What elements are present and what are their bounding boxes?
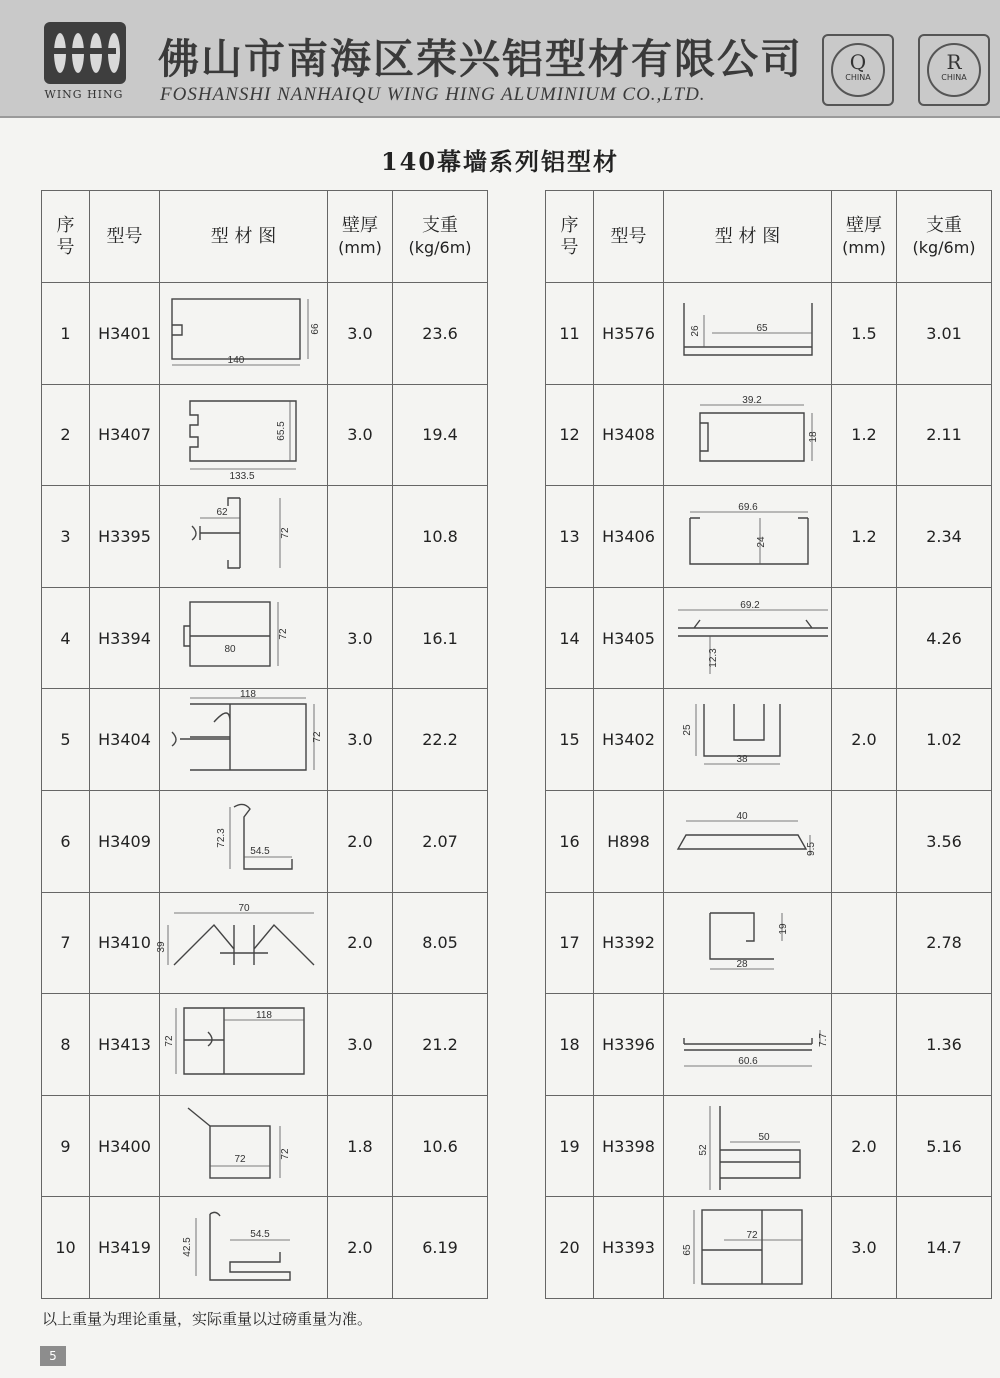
dimension-height-label: 39 bbox=[156, 941, 167, 953]
col-weight-header: 支重 (kg/6m) bbox=[897, 191, 992, 283]
row-thickness: 1.5 bbox=[832, 283, 897, 385]
table-row bbox=[42, 689, 488, 791]
table-row bbox=[42, 384, 488, 486]
row-weight: 2.07 bbox=[393, 790, 488, 892]
dimension-height-label: 18 bbox=[808, 431, 819, 443]
table-row bbox=[42, 587, 488, 689]
profile-drawing bbox=[664, 994, 832, 1096]
row-no: 5 bbox=[42, 689, 90, 791]
logo-mark-icon bbox=[44, 22, 126, 84]
profile-drawing bbox=[664, 384, 832, 486]
col-no-header: 序号 bbox=[546, 191, 594, 283]
profile-drawing-svg bbox=[664, 387, 832, 483]
row-no: 14 bbox=[546, 587, 594, 689]
profile-drawing-svg bbox=[664, 793, 832, 889]
page-header bbox=[0, 0, 1000, 118]
row-no: 4 bbox=[42, 587, 90, 689]
cert-q-label: CHINA bbox=[845, 73, 871, 82]
profile-drawing bbox=[664, 689, 832, 791]
row-weight: 8.05 bbox=[393, 892, 488, 994]
row-thickness: 3.0 bbox=[832, 1197, 897, 1299]
row-model: H3406 bbox=[594, 486, 664, 588]
profile-drawing bbox=[160, 994, 328, 1096]
row-thickness bbox=[832, 994, 897, 1096]
row-model: H3392 bbox=[594, 892, 664, 994]
row-model: H3396 bbox=[594, 994, 664, 1096]
row-model: H3576 bbox=[594, 283, 664, 385]
row-model: H3405 bbox=[594, 587, 664, 689]
row-thickness: 3.0 bbox=[328, 994, 393, 1096]
table-row bbox=[546, 486, 992, 588]
left-spec-table bbox=[41, 190, 488, 1299]
row-model: H3398 bbox=[594, 1095, 664, 1197]
row-weight: 1.36 bbox=[897, 994, 992, 1096]
company-logo bbox=[38, 22, 130, 104]
profile-drawing bbox=[160, 790, 328, 892]
profile-drawing-svg bbox=[160, 590, 328, 686]
dimension-width-label: 133.5 bbox=[229, 470, 255, 482]
dimension-height-label: 25 bbox=[682, 724, 693, 736]
profile-drawing bbox=[160, 689, 328, 791]
dimension-height-label: 12.3 bbox=[708, 648, 719, 668]
dimension-width-label: 72 bbox=[234, 1154, 246, 1166]
row-weight: 21.2 bbox=[393, 994, 488, 1096]
profile-drawing-svg bbox=[160, 488, 328, 584]
row-no: 8 bbox=[42, 994, 90, 1096]
col-weight-header: 支重 (kg/6m) bbox=[393, 191, 488, 283]
row-thickness bbox=[832, 587, 897, 689]
profile-drawing bbox=[160, 1197, 328, 1299]
table-row bbox=[42, 1095, 488, 1197]
cert-r-badge bbox=[918, 34, 990, 106]
profile-drawing-svg bbox=[160, 996, 328, 1092]
col-thickness-header: 壁厚 (mm) bbox=[832, 191, 897, 283]
row-no: 13 bbox=[546, 486, 594, 588]
table-row bbox=[546, 283, 992, 385]
table-row bbox=[42, 1197, 488, 1299]
company-name-cn: 佛山市南海区荣兴铝型材有限公司 bbox=[158, 35, 803, 83]
dimension-width-label: 70 bbox=[238, 902, 250, 914]
dimension-height-label: 65 bbox=[682, 1244, 693, 1256]
profile-drawing bbox=[664, 1095, 832, 1197]
col-drawing-header: 型 材 图 bbox=[160, 191, 328, 283]
table-row bbox=[42, 790, 488, 892]
row-thickness: 2.0 bbox=[328, 892, 393, 994]
row-no: 3 bbox=[42, 486, 90, 588]
row-thickness: 3.0 bbox=[328, 384, 393, 486]
dimension-width-label: 38 bbox=[736, 753, 748, 765]
table-row bbox=[546, 1197, 992, 1299]
row-thickness bbox=[832, 790, 897, 892]
row-thickness: 3.0 bbox=[328, 689, 393, 791]
table-row bbox=[42, 892, 488, 994]
row-weight: 19.4 bbox=[393, 384, 488, 486]
profile-drawing-svg bbox=[156, 895, 328, 991]
dimension-width-label: 62 bbox=[216, 507, 228, 519]
row-thickness: 2.0 bbox=[832, 689, 897, 791]
cert-q-badge bbox=[822, 34, 894, 106]
profile-drawing bbox=[160, 1095, 328, 1197]
footnote: 以上重量为理论重量，实际重量以过磅重量为准。 bbox=[42, 1310, 373, 1328]
cert-r-label: CHINA bbox=[941, 73, 967, 82]
dimension-height-label: 52 bbox=[698, 1144, 709, 1156]
dimension-height-label: 7.7 bbox=[818, 1033, 829, 1048]
table-row bbox=[42, 283, 488, 385]
profile-drawing-svg bbox=[664, 996, 832, 1092]
row-thickness: 1.2 bbox=[832, 384, 897, 486]
table-header-row bbox=[42, 191, 488, 283]
table-row bbox=[42, 994, 488, 1096]
row-weight: 2.11 bbox=[897, 384, 992, 486]
row-thickness: 1.2 bbox=[832, 486, 897, 588]
profile-drawing bbox=[664, 587, 832, 689]
dimension-width-label: 80 bbox=[224, 644, 236, 656]
dimension-width-label: 60.6 bbox=[738, 1056, 758, 1068]
dimension-height-label: 72 bbox=[278, 628, 289, 640]
table-row bbox=[546, 384, 992, 486]
dimension-height-label: 24 bbox=[756, 536, 767, 549]
row-model: H3407 bbox=[90, 384, 160, 486]
profile-drawing bbox=[160, 486, 328, 588]
row-model: H3408 bbox=[594, 384, 664, 486]
profile-drawing-svg bbox=[664, 285, 832, 381]
table-row bbox=[546, 994, 992, 1096]
profile-drawing-svg bbox=[160, 688, 328, 788]
col-model-header: 型号 bbox=[594, 191, 664, 283]
profile-drawing-svg bbox=[160, 793, 328, 889]
logo-text: WING HING bbox=[44, 88, 124, 101]
profile-drawing bbox=[664, 1197, 832, 1299]
row-thickness: 2.0 bbox=[328, 1197, 393, 1299]
row-weight: 10.6 bbox=[393, 1095, 488, 1197]
row-no: 20 bbox=[546, 1197, 594, 1299]
dimension-height-label: 72.3 bbox=[216, 828, 227, 848]
row-weight: 3.01 bbox=[897, 283, 992, 385]
table-row bbox=[546, 689, 992, 791]
row-no: 1 bbox=[42, 283, 90, 385]
dimension-height-label: 72 bbox=[280, 527, 291, 540]
col-no-header: 序号 bbox=[42, 191, 90, 283]
profile-drawing bbox=[664, 892, 832, 994]
dimension-height-label: 66 bbox=[310, 323, 321, 335]
col-model-header: 型号 bbox=[90, 191, 160, 283]
row-no: 19 bbox=[546, 1095, 594, 1197]
profile-drawing bbox=[160, 283, 328, 385]
row-weight: 10.8 bbox=[393, 486, 488, 588]
row-no: 10 bbox=[42, 1197, 90, 1299]
col-thickness-header: 壁厚 (mm) bbox=[328, 191, 393, 283]
row-no: 15 bbox=[546, 689, 594, 791]
row-thickness bbox=[832, 892, 897, 994]
dimension-width-label: 118 bbox=[240, 688, 256, 700]
row-thickness: 2.0 bbox=[832, 1095, 897, 1197]
row-weight: 6.19 bbox=[393, 1197, 488, 1299]
dimension-height-label: 65.5 bbox=[276, 421, 287, 441]
row-thickness bbox=[328, 486, 393, 588]
profile-drawing-svg bbox=[160, 1098, 328, 1194]
dimension-height-label: 72 bbox=[312, 731, 323, 743]
profile-drawing-svg bbox=[664, 692, 832, 788]
row-no: 18 bbox=[546, 994, 594, 1096]
row-no: 2 bbox=[42, 384, 90, 486]
row-no: 12 bbox=[546, 384, 594, 486]
dimension-height-label: 9.5 bbox=[806, 842, 817, 857]
dimension-width-label: 65 bbox=[756, 323, 768, 335]
table-header-row bbox=[546, 191, 992, 283]
row-weight: 22.2 bbox=[393, 689, 488, 791]
profile-drawing-svg bbox=[664, 1098, 832, 1194]
row-no: 6 bbox=[42, 790, 90, 892]
cert-r-letter: R bbox=[946, 50, 962, 74]
row-no: 11 bbox=[546, 283, 594, 385]
row-model: H3410 bbox=[90, 892, 160, 994]
row-thickness: 3.0 bbox=[328, 283, 393, 385]
page-title: 140幕墙系列铝型材 bbox=[380, 147, 620, 176]
profile-drawing bbox=[664, 283, 832, 385]
dimension-width-label: 118 bbox=[256, 1010, 272, 1022]
row-no: 17 bbox=[546, 892, 594, 994]
dimension-width-label: 39.2 bbox=[742, 394, 762, 406]
row-no: 7 bbox=[42, 892, 90, 994]
dimension-width-label: 40 bbox=[736, 811, 748, 823]
row-model: H3401 bbox=[90, 283, 160, 385]
dimension-width-label: 69.6 bbox=[738, 502, 758, 514]
dimension-width-label: 54.5 bbox=[250, 846, 270, 858]
dimension-height-label: 26 bbox=[690, 325, 701, 337]
profile-drawing-svg bbox=[664, 895, 832, 991]
row-model: H3404 bbox=[90, 689, 160, 791]
profile-drawing-svg bbox=[160, 387, 328, 483]
dimension-height-label: 19 bbox=[778, 923, 789, 935]
table-row bbox=[546, 790, 992, 892]
row-model: H3409 bbox=[90, 790, 160, 892]
row-thickness: 2.0 bbox=[328, 790, 393, 892]
profile-drawing bbox=[664, 790, 832, 892]
row-no: 9 bbox=[42, 1095, 90, 1197]
right-spec-table bbox=[545, 190, 992, 1299]
page-number: 5 bbox=[40, 1346, 66, 1366]
row-thickness: 1.8 bbox=[328, 1095, 393, 1197]
row-weight: 23.6 bbox=[393, 283, 488, 385]
dimension-height-label: 72 bbox=[164, 1035, 175, 1048]
dimension-width-label: 54.5 bbox=[250, 1228, 270, 1240]
profile-drawing-svg bbox=[664, 590, 832, 686]
profile-drawing bbox=[664, 486, 832, 588]
dimension-height-label: 72 bbox=[280, 1148, 291, 1160]
row-model: H3413 bbox=[90, 994, 160, 1096]
table-row bbox=[546, 587, 992, 689]
dimension-width-label: 50 bbox=[758, 1132, 770, 1144]
table-row bbox=[546, 892, 992, 994]
profile-drawing bbox=[160, 384, 328, 486]
dimension-width-label: 72 bbox=[746, 1229, 758, 1241]
row-weight: 5.16 bbox=[897, 1095, 992, 1197]
company-name-en: FOSHANSHI NANHAIQU WING HING ALUMINIUM CO.,LTD. bbox=[160, 84, 706, 105]
row-weight: 2.78 bbox=[897, 892, 992, 994]
profile-drawing bbox=[156, 892, 328, 994]
row-model: H3393 bbox=[594, 1197, 664, 1299]
row-weight: 4.26 bbox=[897, 587, 992, 689]
row-weight: 3.56 bbox=[897, 790, 992, 892]
dimension-height-label: 42.5 bbox=[182, 1236, 193, 1257]
cert-q-letter: Q bbox=[849, 50, 867, 74]
profile-drawing-svg bbox=[664, 1200, 832, 1296]
table-row bbox=[546, 1095, 992, 1197]
profile-drawing bbox=[160, 587, 328, 689]
table-row bbox=[42, 486, 488, 588]
row-model: H3400 bbox=[90, 1095, 160, 1197]
row-no: 16 bbox=[546, 790, 594, 892]
row-model: H3419 bbox=[90, 1197, 160, 1299]
profile-drawing-svg bbox=[160, 285, 328, 381]
row-thickness: 3.0 bbox=[328, 587, 393, 689]
row-weight: 16.1 bbox=[393, 587, 488, 689]
row-weight: 1.02 bbox=[897, 689, 992, 791]
dimension-width-label: 69.2 bbox=[740, 600, 760, 612]
row-weight: 2.34 bbox=[897, 486, 992, 588]
row-weight: 14.7 bbox=[897, 1197, 992, 1299]
profile-drawing-svg bbox=[664, 488, 832, 584]
row-model: H898 bbox=[594, 790, 664, 892]
row-model: H3394 bbox=[90, 587, 160, 689]
row-model: H3395 bbox=[90, 486, 160, 588]
dimension-width-label: 28 bbox=[736, 958, 748, 970]
row-model: H3402 bbox=[594, 689, 664, 791]
dimension-width-label: 140 bbox=[227, 355, 245, 367]
profile-drawing-svg bbox=[160, 1200, 328, 1296]
col-drawing-header: 型 材 图 bbox=[664, 191, 832, 283]
